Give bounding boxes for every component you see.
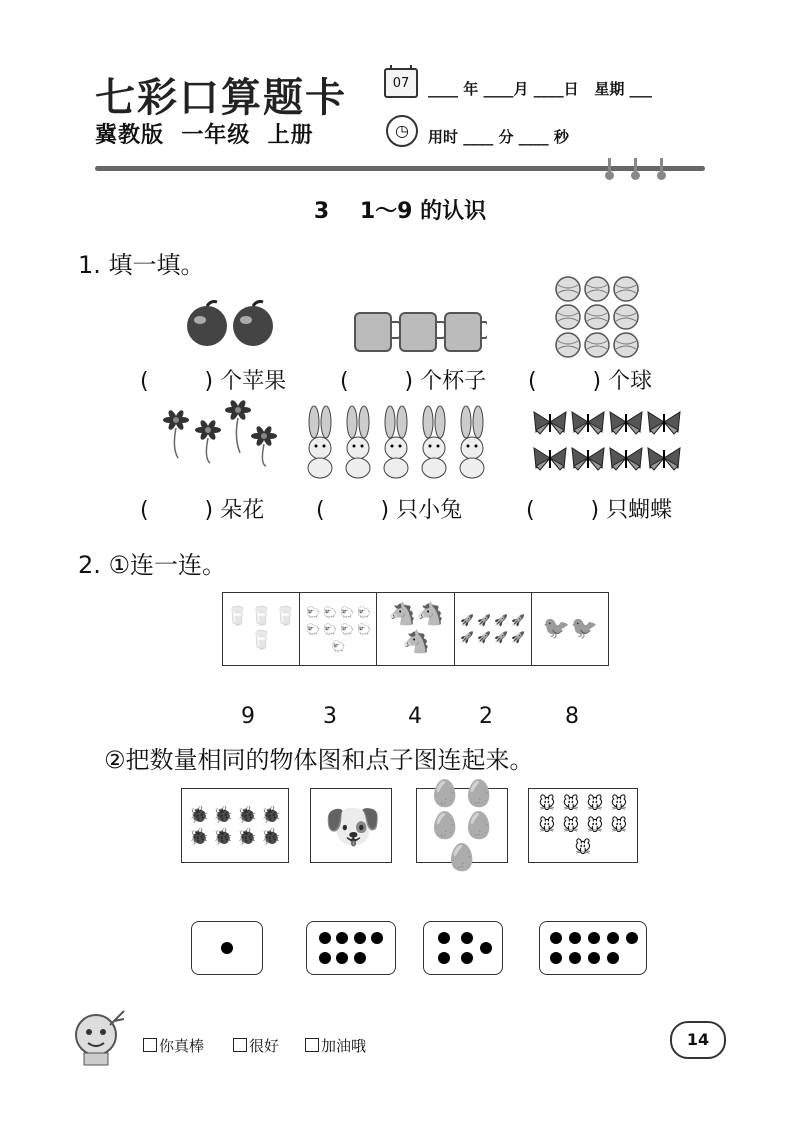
dot — [461, 952, 473, 964]
ball-icon — [585, 305, 609, 329]
rating-label: 很好 — [249, 1037, 280, 1055]
butterfly-icon — [534, 412, 566, 434]
apple-icon — [187, 302, 227, 347]
number-label[interactable]: 3 — [323, 704, 337, 729]
q1-answer-rabbits[interactable]: ( ) 只小兔 — [316, 498, 463, 523]
panel-cell-rockets[interactable] — [455, 593, 532, 665]
pin-icon — [634, 158, 637, 174]
mouse-icon: 🐭 — [610, 815, 628, 835]
cup-icons — [352, 310, 487, 355]
ball-icon — [585, 277, 609, 301]
dot — [438, 952, 450, 964]
horse-icon: 🐴 — [388, 602, 416, 627]
ladybug-icon: 🐞 — [237, 804, 257, 824]
object-box-ladybugs[interactable] — [181, 788, 289, 863]
rocket-icon: 🚀 — [494, 614, 509, 627]
checkbox[interactable] — [233, 1038, 247, 1052]
sheep-icon: 🐑 — [339, 605, 354, 619]
calendar-icon: 07 — [384, 68, 418, 98]
mouse-icon: 🐭 — [586, 815, 604, 835]
number-label[interactable]: 2 — [479, 704, 493, 729]
ball-icon — [556, 333, 580, 357]
dot — [569, 932, 581, 944]
ball-icon — [614, 277, 638, 301]
dot — [607, 932, 619, 944]
butterfly-icons — [530, 404, 690, 476]
ball-icons — [554, 276, 644, 360]
cup-icon: 🥛 — [226, 606, 249, 627]
dot — [550, 952, 562, 964]
mouse-icon: 🐭 — [562, 815, 580, 835]
dot — [319, 932, 331, 944]
mouse-icon: 🐭 — [610, 793, 628, 813]
butterfly-icon — [648, 412, 680, 434]
sheep-icon: 🐑 — [356, 605, 371, 619]
rocket-icon: 🚀 — [477, 631, 492, 644]
dot — [438, 932, 450, 944]
rating-label: 你真棒 — [159, 1037, 205, 1055]
sheep-icon: 🐑 — [305, 605, 320, 619]
sheep-icon: 🐑 — [339, 622, 354, 636]
dot — [588, 952, 600, 964]
object-box-eggs[interactable] — [416, 778, 508, 873]
q1-answer-cups[interactable]: ( ) 个杯子 — [340, 369, 487, 394]
flower-icon — [251, 425, 277, 466]
object-box-mice[interactable] — [528, 788, 638, 863]
rocket-icon: 🚀 — [460, 631, 475, 644]
flower-icons — [152, 400, 282, 478]
egg-icon: 🥚 — [445, 842, 479, 873]
egg-icon: 🥚 — [462, 778, 496, 809]
rocket-icon: 🚀 — [460, 614, 475, 627]
mouse-icon: 🐭 — [562, 793, 580, 813]
dot — [607, 952, 619, 964]
cup-icon: 🥛 — [250, 630, 273, 651]
mouse-icon: 🐭 — [574, 837, 592, 857]
rabbit-icon — [422, 406, 446, 478]
rating-option[interactable] — [305, 1035, 366, 1056]
dot-box[interactable] — [306, 921, 396, 975]
checkbox[interactable] — [305, 1038, 319, 1052]
rocket-icon: 🚀 — [511, 614, 526, 627]
dot — [550, 932, 562, 944]
sheep-icon: 🐑 — [305, 622, 320, 636]
butterfly-icon — [648, 448, 680, 470]
rating-option[interactable] — [233, 1035, 279, 1056]
butterfly-icon — [610, 412, 642, 434]
dot-box[interactable] — [423, 921, 503, 975]
rabbit-icon — [460, 406, 484, 478]
dot-box[interactable] — [191, 921, 263, 975]
flower-icon — [225, 400, 251, 453]
rocket-icon: 🚀 — [511, 631, 526, 644]
sheep-icon: 🐑 — [322, 605, 337, 619]
time-line: 用时 ____ 分 ____ 秒 — [428, 128, 569, 146]
ball-icon — [614, 333, 638, 357]
rating-option[interactable] — [143, 1035, 204, 1056]
rabbit-icons — [302, 404, 492, 480]
ladybug-icon: 🐞 — [261, 826, 281, 846]
page-number: 14 — [670, 1021, 726, 1059]
dot — [336, 932, 348, 944]
cup-icon: 🥛 — [250, 606, 273, 627]
pin-icon — [660, 158, 663, 174]
lesson-title: 3 1～9 的认识 — [313, 199, 487, 224]
bird-icon: 🐦 — [570, 616, 599, 641]
dot — [319, 952, 331, 964]
number-label[interactable]: 9 — [241, 704, 255, 729]
dot — [371, 932, 383, 944]
panel-cell-sheep[interactable] — [300, 593, 377, 665]
question-2-title: 2. ①连一连。 — [78, 551, 227, 579]
egg-icon: 🥚 — [428, 778, 462, 809]
object-box-puppy[interactable] — [310, 788, 392, 863]
apple-icon — [233, 302, 273, 347]
flower-icon — [163, 409, 189, 458]
butterfly-icon — [534, 448, 566, 470]
ball-icon — [556, 277, 580, 301]
q1-answer-apples[interactable]: ( ) 个苹果 — [140, 369, 287, 394]
mouse-icon: 🐭 — [586, 793, 604, 813]
rabbit-icon — [346, 406, 370, 478]
question-1-title: 1. 填一填。 — [78, 251, 205, 279]
cup-icon: 🥛 — [274, 606, 297, 627]
dot — [480, 942, 492, 954]
clock-icon: ◷ — [386, 115, 418, 147]
egg-icon: 🥚 — [462, 810, 496, 841]
q1-answer-butterflies[interactable]: ( ) 只蝴蝶 — [526, 498, 673, 523]
rabbit-icon — [308, 406, 332, 478]
mascot-icon — [70, 1005, 132, 1069]
rocket-icon: 🚀 — [477, 614, 492, 627]
question-2-subtitle: ②把数量相同的物体图和点子图连起来。 — [104, 746, 534, 774]
panel-cell-birds[interactable] — [532, 593, 608, 665]
butterfly-icon — [572, 448, 604, 470]
ladybug-icon: 🐞 — [237, 826, 257, 846]
dot — [461, 932, 473, 944]
header-divider — [95, 166, 705, 171]
ladybug-icon: 🐞 — [213, 804, 233, 824]
ball-icon — [585, 333, 609, 357]
horse-icon: 🐴 — [416, 602, 444, 627]
q1-answer-balls[interactable]: ( ) 个球 — [528, 369, 653, 394]
logo-title: 七彩口算题卡 — [95, 74, 347, 121]
ladybug-icon: 🐞 — [261, 804, 281, 824]
sheep-icon: 🐑 — [331, 639, 346, 653]
edition-label: 冀教版 一年级 上册 — [95, 122, 314, 148]
puppy-icon: 🐶 — [324, 798, 382, 853]
dot — [588, 932, 600, 944]
dot — [336, 952, 348, 964]
q1-answer-flowers[interactable]: ( ) 朵花 — [140, 498, 265, 523]
ladybug-icon: 🐞 — [213, 826, 233, 846]
pin-icon — [608, 158, 611, 174]
ladybug-icon: 🐞 — [189, 804, 209, 824]
panel-cell-cups[interactable] — [223, 593, 300, 665]
ball-icon — [556, 305, 580, 329]
dot — [626, 932, 638, 944]
horse-icon: 🐴 — [402, 630, 430, 655]
sheep-icon: 🐑 — [356, 622, 371, 636]
matching-panel — [222, 592, 609, 666]
panel-cell-horses[interactable] — [377, 593, 454, 665]
rocket-icon: 🚀 — [494, 631, 509, 644]
apple-icons — [183, 298, 278, 348]
butterfly-icon — [572, 412, 604, 434]
checkbox[interactable] — [143, 1038, 157, 1052]
ladybug-icon: 🐞 — [189, 826, 209, 846]
butterfly-icon — [610, 448, 642, 470]
dot — [354, 952, 366, 964]
date-line: ____ 年 ____月 ____日 星期 ___ — [428, 80, 653, 98]
number-label[interactable]: 8 — [565, 704, 579, 729]
ball-icon — [614, 305, 638, 329]
number-label[interactable]: 4 — [408, 704, 422, 729]
flower-icon — [195, 419, 221, 463]
rating-label: 加油哦 — [321, 1037, 367, 1055]
sheep-icon: 🐑 — [322, 622, 337, 636]
dot — [354, 932, 366, 944]
dot-box[interactable] — [539, 921, 647, 975]
bird-icon: 🐦 — [542, 616, 571, 641]
dot — [221, 942, 233, 954]
dot — [569, 952, 581, 964]
mouse-icon: 🐭 — [538, 815, 556, 835]
egg-icon: 🥚 — [428, 810, 462, 841]
mouse-icon: 🐭 — [538, 793, 556, 813]
rabbit-icon — [384, 406, 408, 478]
